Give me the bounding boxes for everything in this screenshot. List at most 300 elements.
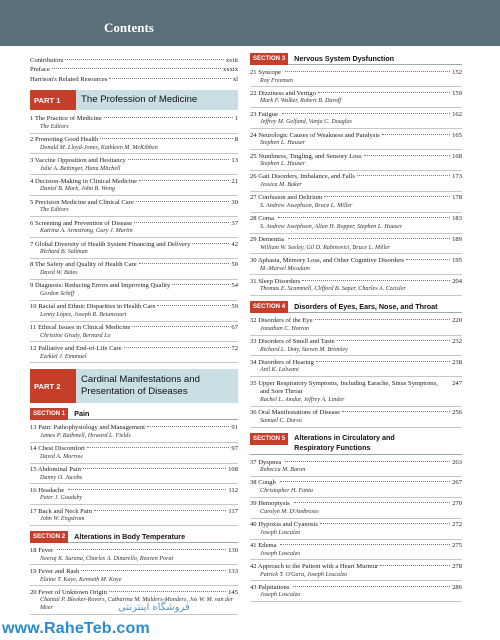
dot-leader [315, 319, 450, 320]
chapter-title: 9 Diagnosis: Reducing Errors and Improving Quality [30, 282, 171, 290]
part-1-chapters [30, 115, 238, 363]
toc-entry-line [30, 508, 238, 517]
page-number: 232 [452, 338, 462, 346]
chapter-title: 10 Racial and Ethnic Disparities in Health Care [30, 303, 156, 311]
dot-leader [57, 549, 226, 550]
page-number: 37 [231, 219, 238, 227]
page-number: 13 [231, 157, 238, 164]
page-number: 189 [452, 236, 462, 244]
chapter-authors: Neeraj K. Surana, Charles A. Dinarello, Reuven Porat [30, 556, 238, 566]
dot-leader [139, 263, 230, 264]
part-title-line: Cardinal Manifestations and [81, 374, 200, 386]
toc-entry[interactable] [30, 303, 238, 321]
toc-entry[interactable] [250, 111, 462, 129]
page-number: 72 [231, 345, 238, 353]
chapter-authors: Lenny López, Joseph R. Betancourt [30, 312, 238, 322]
toc-entry-line [30, 115, 238, 124]
chapter-authors: Elaine T. Kaye, Kenneth M. Kaye [30, 577, 238, 587]
dot-leader [342, 411, 450, 412]
toc-entry-line [30, 178, 238, 187]
chapter-authors: Joseph Loscalzo [250, 592, 462, 602]
chapter-authors: Daniel B. Mark, John B. Wong [30, 186, 238, 196]
dot-leader [124, 347, 230, 348]
chapter-authors: David A. Morrow [30, 454, 238, 464]
chapter-authors: Richard L. Doty, Steven M. Bromley [250, 347, 462, 357]
toc-entry-line [30, 241, 238, 250]
chapter-title: 1 The Practice of Medicine [30, 115, 102, 123]
dot-leader [83, 468, 226, 469]
toc-entry[interactable] [250, 338, 462, 356]
dot-leader [357, 175, 450, 176]
front-matter-row[interactable] [30, 56, 238, 65]
toc-entry[interactable] [30, 345, 238, 363]
chapter-title: 2 Promoting Good Health [30, 136, 99, 144]
chapter-authors: Joseph Loscalzo [250, 530, 462, 540]
part-tag: PART 2 [30, 369, 76, 403]
toc-entry[interactable] [250, 317, 462, 335]
dot-leader [109, 78, 230, 79]
section-title: Disorders of Eyes, Ears, Nose, and Throat [294, 302, 438, 312]
chapter-title: 22 Dizziness and Vertigo [250, 89, 316, 97]
toc-entry[interactable] [250, 359, 462, 377]
dot-leader [172, 284, 229, 285]
front-matter-label: Harrison's Related Resources [30, 75, 108, 83]
toc-entry-line [250, 173, 462, 182]
dot-leader [87, 447, 229, 448]
toc-entry[interactable] [30, 424, 238, 442]
page-number: 59 [231, 303, 238, 311]
chapter-title: 6 Screening and Prevention of Disease [30, 219, 132, 227]
chapter-authors: M.-Marsel Mesulam [250, 266, 462, 276]
page-number: 270 [452, 500, 462, 508]
page-title: Contents [104, 20, 154, 35]
page-number: 91 [231, 424, 238, 432]
dot-leader [52, 68, 221, 69]
front-matter-page: xxxix [222, 66, 238, 74]
toc-entry-line [30, 424, 238, 433]
dot-leader [285, 71, 450, 72]
right-column [250, 56, 462, 605]
dot-leader [316, 361, 450, 362]
chapter-authors: Patrick T. O'Gara, Joseph Loscalzo [250, 572, 462, 582]
toc-entry[interactable] [250, 479, 462, 497]
part-1-header [30, 90, 238, 110]
toc-entry[interactable] [250, 542, 462, 560]
chapter-authors: Christopher H. Fanta [250, 488, 462, 498]
dot-leader [364, 155, 451, 156]
part-2-header [30, 369, 238, 403]
page-number: 275 [452, 542, 462, 550]
section-2-header [30, 531, 238, 543]
chapter-title: 4 Decision-Making in Clinical Medicine [30, 177, 137, 185]
toc-entry-line [250, 563, 462, 572]
toc-entry[interactable] [30, 466, 238, 484]
toc-entry[interactable] [30, 157, 238, 175]
section-title-line: Alterations in Circulatory and [294, 432, 395, 442]
dot-leader [380, 565, 450, 566]
chapter-title: 32 Disorders of the Eye [250, 317, 313, 325]
chapter-title: 24 Neurologic Causes of Weakness and Paralysis [250, 131, 380, 139]
toc-entry-line [30, 487, 238, 496]
toc-entry-line [250, 194, 462, 203]
toc-entry-line [250, 132, 462, 141]
page-number: 278 [452, 563, 462, 571]
toc-entry[interactable] [30, 547, 238, 565]
toc-entry-line [30, 282, 238, 291]
page-number: 263 [452, 458, 462, 466]
dot-leader [157, 305, 229, 306]
chapter-authors: Roy Freeman [250, 78, 462, 88]
page-number: 1 [234, 115, 238, 123]
page-number: 21 [231, 177, 238, 185]
chapter-title: 12 Palliative and End-of-Life Care [30, 345, 122, 353]
chapter-authors: S. Andrew Josephson, Bruce L. Miller [250, 203, 462, 213]
page-number: 108 [228, 466, 238, 474]
dot-leader [285, 461, 450, 462]
front-matter-row[interactable] [30, 65, 238, 74]
contents-banner [0, 0, 500, 46]
toc-entry[interactable] [30, 282, 238, 300]
chapter-authors: Donald M. Lloyd-Jones, Kathleen M. McKibben [30, 145, 238, 155]
chapter-title: 17 Back and Neck Pain [30, 507, 92, 515]
chapter-authors: Joseph Loscalzo [250, 551, 462, 561]
page-number: 112 [228, 486, 238, 494]
section-title: Alterations in Body Temperature [74, 532, 186, 542]
chapter-authors: Rebecca M. Baron [250, 467, 462, 477]
toc-entry-line [250, 69, 462, 78]
chapter-title: 3 Vaccine Opposition and Hesitancy [30, 157, 126, 164]
toc-entry[interactable] [250, 380, 462, 407]
toc-entry[interactable] [250, 563, 462, 581]
chapter-title: 5 Precision Medicine and Clinical Care [30, 198, 134, 206]
dot-leader [337, 340, 451, 341]
toc-entry-line [250, 584, 462, 593]
page-number: 267 [452, 479, 462, 487]
page-number: 165 [452, 131, 462, 139]
page-number: 286 [452, 583, 462, 591]
chapter-title: 40 Hypoxia and Cyanosis [250, 521, 318, 529]
toc-entry[interactable] [250, 215, 462, 233]
toc-entry-line [30, 547, 238, 556]
page-number: 30 [231, 198, 238, 206]
dot-leader [136, 201, 230, 202]
toc-entry[interactable] [30, 445, 238, 463]
toc-entry-line [30, 199, 238, 208]
dot-leader [280, 481, 451, 482]
page-number: 133 [228, 568, 238, 576]
page-number: 152 [452, 69, 462, 76]
chapter-title: 34 Disorders of Hearing [250, 358, 314, 366]
toc-entry-line [30, 220, 238, 229]
toc-entry[interactable] [30, 199, 238, 217]
dot-leader [81, 570, 226, 571]
chapter-authors: Anil K. Lalwani [250, 367, 462, 377]
chapter-authors: John W. Engstrom [30, 516, 238, 526]
dot-leader [134, 222, 229, 223]
section-title: Nervous System Dysfunction [294, 54, 395, 63]
watermark-url: www.RaheTeb.com [2, 620, 150, 637]
section-3-chapters [250, 69, 462, 296]
chapter-title: 20 Fever of Unknown Origin [30, 588, 107, 596]
toc-entry-line [30, 589, 238, 598]
toc-entry[interactable] [250, 257, 462, 275]
dot-leader [192, 243, 229, 244]
section-tag: SECTION 4 [250, 301, 288, 313]
toc-entry-line [30, 303, 238, 312]
page-number: 117 [228, 507, 238, 515]
toc-entry[interactable] [30, 324, 238, 342]
chapter-title: 8 The Safety and Quality of Health Care [30, 261, 137, 269]
toc-entry[interactable] [250, 459, 462, 477]
part-title [76, 369, 238, 403]
section-tag: SECTION 1 [30, 408, 68, 420]
chapter-title: 43 Palpitations [250, 583, 290, 591]
dot-leader [320, 523, 450, 524]
page-number: 168 [452, 152, 462, 160]
dot-leader [109, 591, 226, 592]
page-number: 178 [452, 194, 462, 202]
chapter-title: 33 Disorders of Smell and Taste [250, 338, 335, 346]
watermark [0, 600, 250, 640]
chapter-authors: Jessica M. Baker [250, 182, 462, 192]
section-4-header [250, 301, 462, 313]
section-5-chapters [250, 459, 462, 603]
toc-entry-line [250, 380, 462, 397]
chapter-title: 21 Syncope [250, 69, 281, 76]
toc-entry[interactable] [250, 500, 462, 518]
toc-entry-line [250, 317, 462, 326]
dot-leader [100, 138, 232, 139]
dot-leader [324, 196, 450, 197]
chapter-authors: Jeffrey M. Gelfand, Vanja C. Douglas [250, 119, 462, 129]
page-number: 183 [452, 215, 462, 223]
toc-entry[interactable] [30, 136, 238, 154]
toc-entry-line [250, 153, 462, 162]
toc-entry[interactable] [30, 241, 238, 259]
chapter-title: 39 Hemoptysis [250, 500, 290, 508]
toc-entry[interactable] [250, 584, 462, 602]
dot-leader [104, 117, 233, 118]
dot-leader [278, 217, 450, 218]
chapter-title: 18 Fever [30, 547, 54, 555]
dot-leader [65, 59, 224, 60]
toc-entry-line [250, 359, 462, 368]
chapter-authors: Jonathan C. Horton [250, 326, 462, 336]
toc-entry-line [30, 324, 238, 333]
toc-entry[interactable] [250, 409, 462, 427]
chapter-authors: Katrina A. Armstrong, Gary J. Martin [30, 228, 238, 238]
left-column [30, 56, 238, 618]
chapter-title: 36 Oral Manifestations of Disease [250, 409, 341, 417]
front-matter-page: xl [232, 75, 238, 83]
chapter-title: 26 Gait Disorders, Imbalance, and Falls [250, 173, 355, 181]
toc-entry[interactable] [30, 178, 238, 196]
toc-entry-line [250, 215, 462, 224]
chapter-title: 7 Global Diversity of Health System Financing and Delivery [30, 240, 191, 248]
section-title [288, 433, 395, 453]
chapter-authors: Carolyn M. D'Ambrosio [250, 509, 462, 519]
chapter-title: 28 Coma [250, 215, 274, 223]
page-number: 67 [231, 324, 238, 332]
dot-leader [68, 489, 226, 490]
dot-leader [147, 426, 229, 427]
page-number: 162 [452, 110, 462, 118]
toc-entry-line [30, 445, 238, 454]
part-title-line: Presentation of Diseases [81, 386, 188, 398]
page-number: 145 [228, 588, 238, 596]
page-number: 247 [452, 379, 462, 387]
page-number: 272 [452, 521, 462, 529]
chapter-authors: Samuel C. Durso [250, 418, 462, 428]
chapter-authors: Stephen L. Hauser [250, 140, 462, 150]
toc-entry[interactable] [250, 194, 462, 212]
dot-leader [139, 180, 229, 181]
chapter-title: 13 Pain: Pathophysiology and Management [30, 424, 146, 432]
chapter-authors: Mark F. Walker, Robert B. Daroff [250, 98, 462, 108]
chapter-authors: Gordon Schiff [30, 291, 238, 301]
watermark-arabic: فروشگاه اینترنتی [118, 602, 190, 613]
chapter-authors: Thomas E. Scammell, Clifford B. Saper, Charles A. Czeisler [250, 286, 462, 296]
page-number: 256 [452, 409, 462, 417]
toc-entry[interactable] [250, 236, 462, 254]
page-number: 50 [231, 261, 238, 269]
chapter-authors: The Editors [30, 124, 238, 134]
page-number: 54 [231, 282, 238, 290]
toc-entry-line [30, 157, 238, 166]
toc-entry[interactable] [30, 220, 238, 238]
toc-entry-line [250, 236, 462, 245]
page-number: 238 [452, 358, 462, 366]
chapter-authors: The Editors [30, 207, 238, 217]
dot-leader [406, 259, 450, 260]
toc-entry-line [250, 459, 462, 468]
page-number: 130 [228, 547, 238, 555]
chapter-title: 19 Fever and Rash [30, 568, 80, 576]
section-title-line: Respiratory Functions [294, 442, 371, 452]
chapter-title: 42 Approach to the Patient with a Heart Murmur [250, 563, 379, 571]
page-number: 204 [452, 277, 462, 285]
dot-leader [318, 92, 450, 93]
chapter-title: 31 Sleep Disorders [250, 277, 301, 285]
page-number: 159 [452, 89, 462, 97]
dot-leader [293, 586, 450, 587]
section-3-header [250, 53, 462, 65]
chapter-authors: Richard B. Saltman [30, 249, 238, 259]
section-5-header [250, 433, 462, 455]
toc-entry[interactable] [250, 521, 462, 539]
dot-leader [128, 159, 230, 160]
chapter-title: 30 Aphasia, Memory Loss, and Other Cognitive Disorders [250, 257, 405, 265]
dot-leader [132, 326, 229, 327]
chapter-authors: Chantal P. Bleeker-Rovers, Catharina M. Mulders-Manders, Jos W. M. van der Meer [30, 597, 238, 615]
dot-leader [382, 134, 450, 135]
front-matter-label: Preface [30, 66, 50, 74]
chapter-title: 23 Fatigue [250, 110, 279, 118]
chapter-title: 38 Cough [250, 479, 276, 487]
chapter-title: 27 Confusion and Delirium [250, 194, 323, 202]
chapter-authors: Peter J. Goadsby [30, 495, 238, 505]
dot-leader [280, 544, 450, 545]
chapter-authors: Ezekiel J. Emanuel [30, 354, 238, 364]
chapter-authors: Julie A. Bettinger, Hana Mitchell [30, 166, 238, 176]
toc-entry[interactable] [30, 508, 238, 526]
toc-entry[interactable] [250, 132, 462, 150]
part-tag: PART 1 [30, 90, 76, 110]
toc-entry-line [30, 136, 238, 145]
chapter-title: 29 Dementia [250, 236, 284, 244]
section-1-chapters [30, 424, 238, 526]
toc-entry-line [250, 409, 462, 418]
toc-entry[interactable] [250, 173, 462, 191]
page-number: 97 [231, 445, 238, 453]
chapter-authors: S. Andrew Josephson, Allan H. Ropper, Stephen L. Hauser [250, 224, 462, 234]
front-matter-page: xviii [225, 57, 238, 64]
page-number: 8 [234, 136, 238, 144]
front-matter-row[interactable] [30, 75, 238, 84]
toc-entry-line [250, 338, 462, 347]
chapter-authors: Danny O. Jacobs [30, 475, 238, 485]
toc-entry-line [250, 542, 462, 551]
chapter-title: 37 Dyspnea [250, 458, 282, 466]
chapter-title: 41 Edema [250, 542, 277, 550]
section-tag: SECTION 3 [250, 53, 288, 65]
chapter-authors: Rachel L. Amdur, Jeffrey A. Linder [250, 397, 462, 407]
chapter-title: 16 Headache [30, 486, 65, 494]
chapter-title: 35 Upper Respiratory Symptoms, Including Earache, Sinus Symptoms, and Sore Throat [250, 379, 438, 396]
toc-entry[interactable] [250, 153, 462, 171]
toc-entry[interactable] [30, 115, 238, 133]
toc-entry-line [30, 261, 238, 270]
toc-entry[interactable] [30, 261, 238, 279]
section-tag: SECTION 5 [250, 433, 288, 445]
toc-entry[interactable] [250, 278, 462, 296]
toc-entry-line [30, 568, 238, 577]
toc-entry-line [250, 111, 462, 120]
toc-entry[interactable] [30, 487, 238, 505]
page-number: 220 [452, 317, 462, 325]
chapter-authors: Stephen L. Hauser [250, 161, 462, 171]
toc-entry-line [250, 479, 462, 488]
section-tag: SECTION 2 [30, 531, 68, 543]
page-number: 195 [452, 257, 462, 265]
toc-entry[interactable] [250, 90, 462, 108]
front-matter [30, 56, 238, 84]
dot-leader [302, 280, 450, 281]
chapter-authors: Christine Grady, Bernard Lo [30, 333, 238, 343]
chapter-authors: James P. Rathmell, Howard L. Fields [30, 433, 238, 443]
section-title: Pain [74, 409, 90, 419]
part-title: The Profession of Medicine [76, 90, 238, 110]
chapter-authors: David W. Bates [30, 270, 238, 280]
chapter-title: 14 Chest Discomfort [30, 445, 85, 453]
dot-leader [282, 113, 450, 114]
page-number: 173 [452, 173, 462, 181]
toc-entry-line [250, 500, 462, 509]
front-matter-label: Contributors [30, 57, 64, 64]
toc-entry-line [250, 521, 462, 530]
toc-entry-line [250, 257, 462, 266]
toc-entry-line [30, 345, 238, 354]
dot-leader [288, 238, 450, 239]
chapter-authors: William W. Seeley, Gil D. Rabinovici, Bruce L. Miller [250, 245, 462, 255]
chapter-title: 15 Abdominal Pain [30, 466, 81, 474]
toc-entry[interactable] [30, 568, 238, 586]
toc-entry[interactable] [250, 69, 462, 87]
dot-leader [94, 510, 226, 511]
chapter-title: 25 Numbness, Tingling, and Sensory Loss [250, 152, 362, 160]
dot-leader [294, 502, 451, 503]
section-1-header [30, 408, 238, 420]
